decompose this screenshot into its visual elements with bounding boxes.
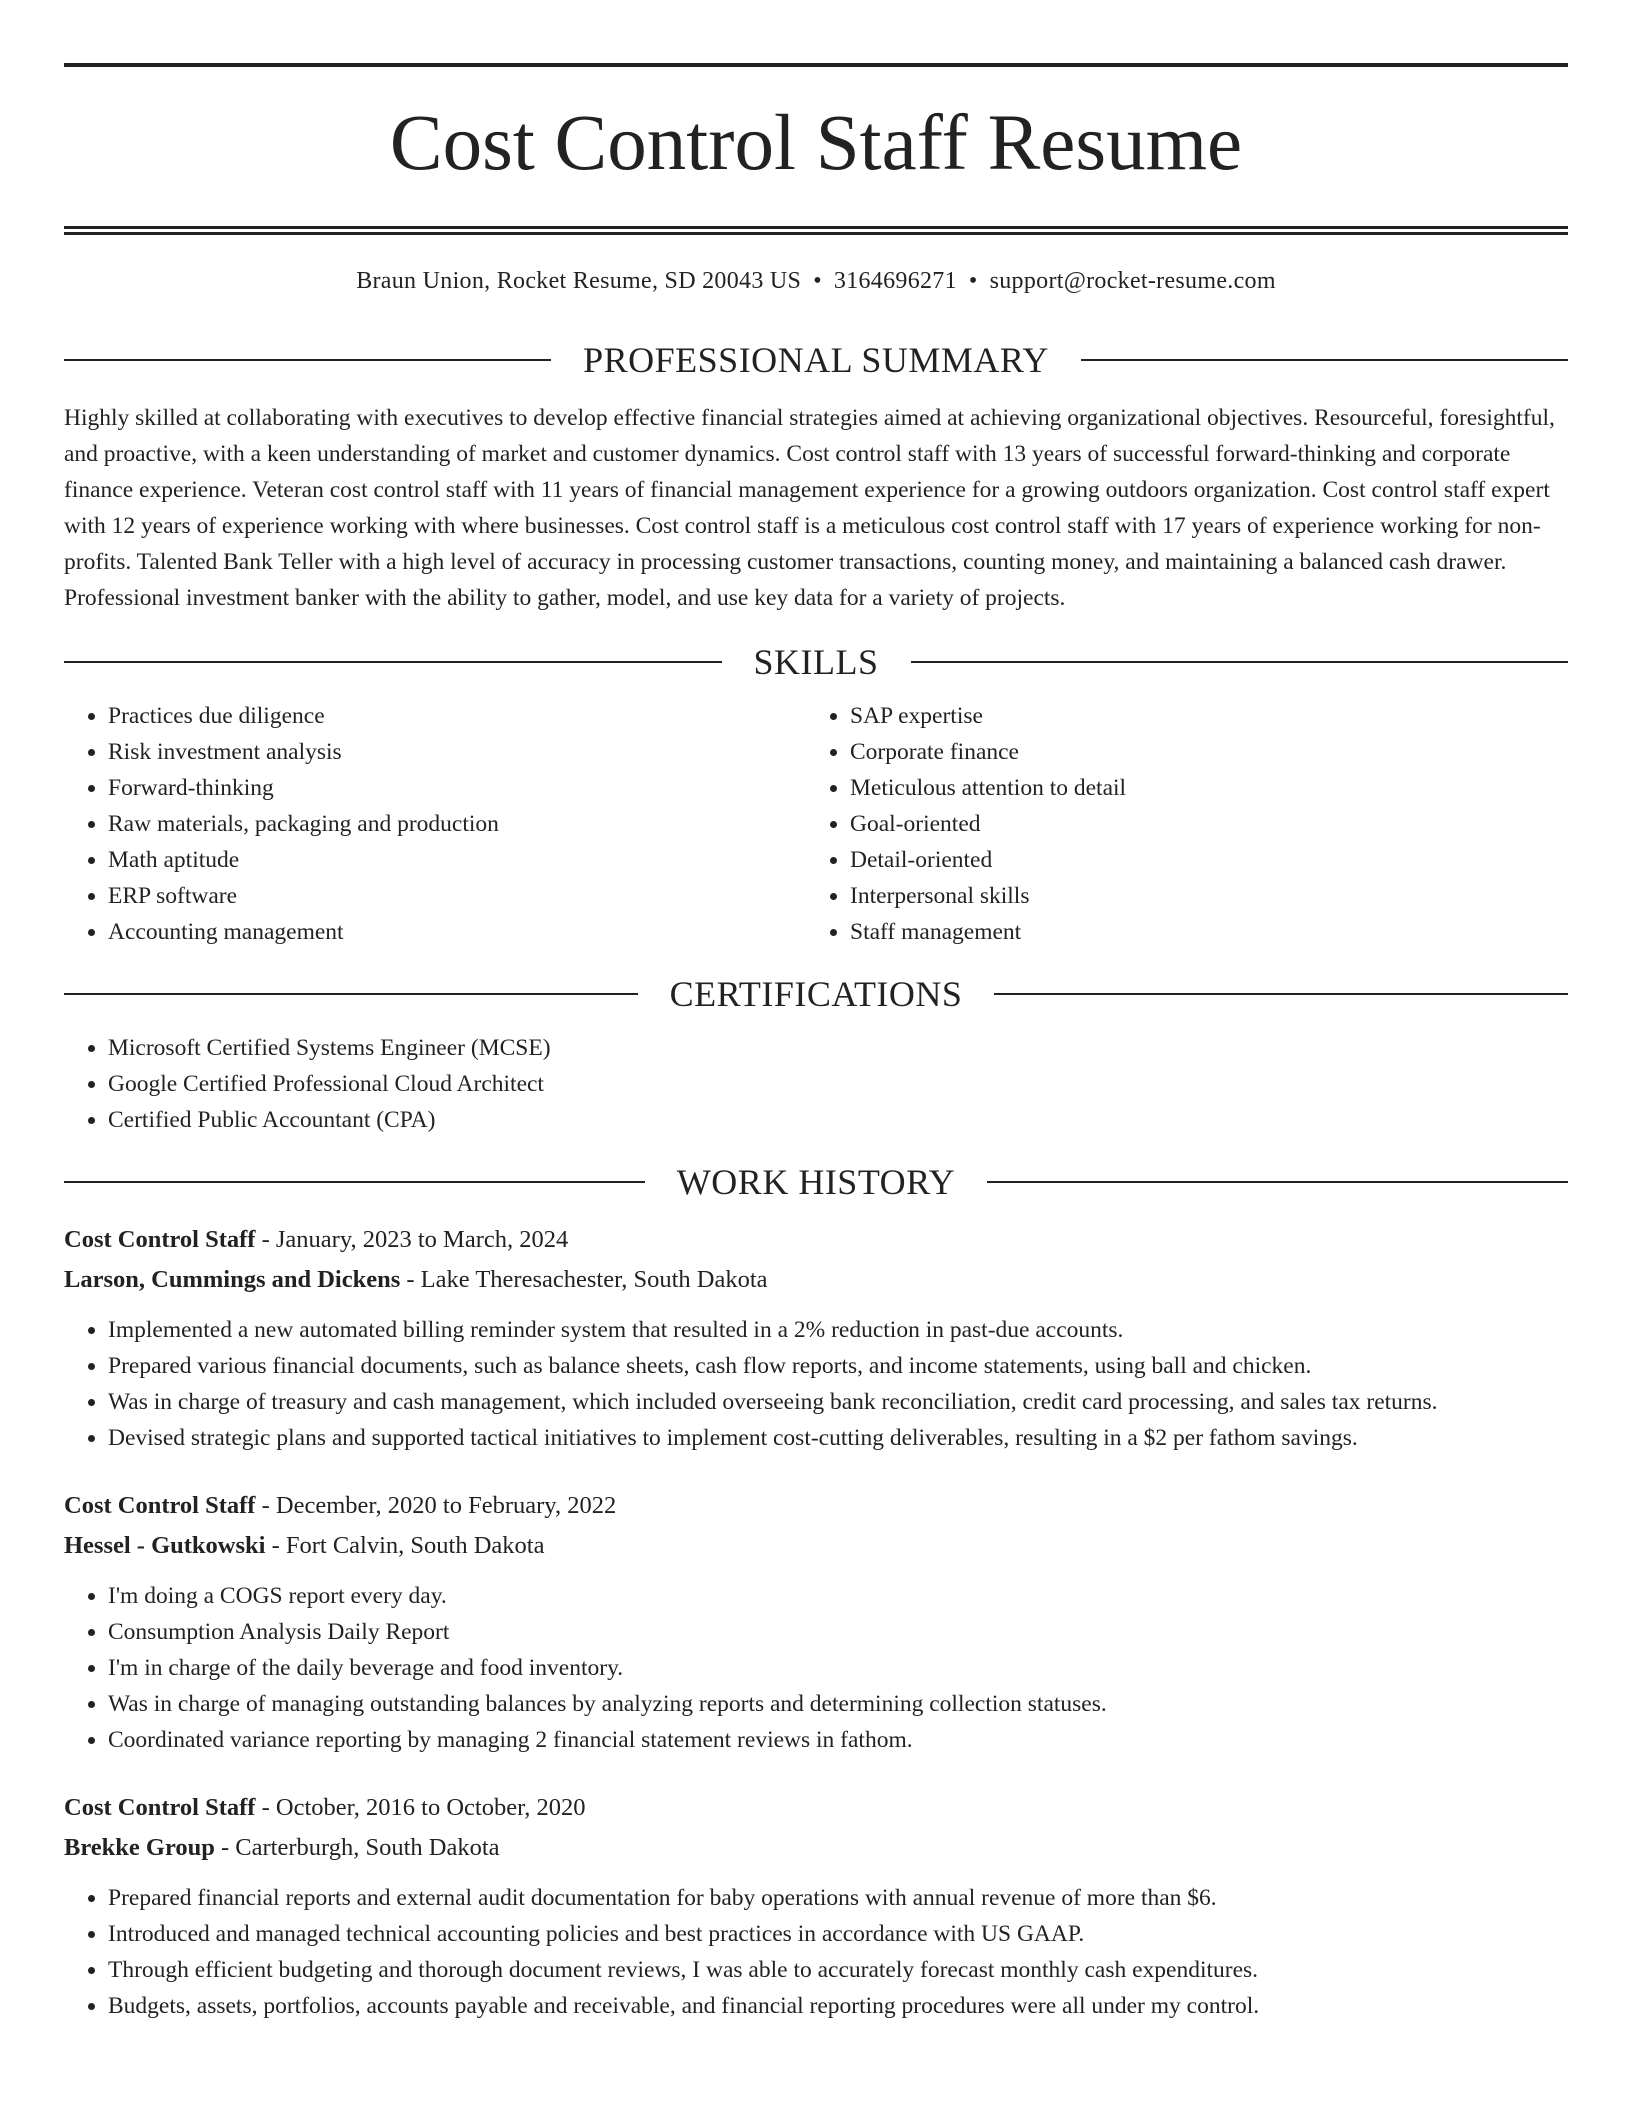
job-bullet: • Introduced and managed technical accounting policies and best practices in accordance with US GAAP. (108, 1916, 1568, 1952)
skill-item: • Forward-thinking (108, 770, 806, 806)
divider-line (994, 993, 1568, 995)
skills-list-right (806, 698, 1548, 950)
skill-item: • ERP software (108, 878, 806, 914)
job-bullet: • Devised strategic plans and supported tactical initiatives to implement cost-cutting deliverables, resulting in a $2 per fathom savings. (108, 1420, 1568, 1456)
job-title: Cost Control Staff (64, 1492, 256, 1519)
job-bullet: • Budgets, assets, portfolios, accounts payable and receivable, and financial reporting procedures were all under my control. (108, 1988, 1568, 2024)
job-dates: - October, 2016 to October, 2020 (255, 1794, 586, 1821)
job-bullets (64, 1312, 1568, 1456)
contact-separator: • (813, 268, 822, 294)
skill-item: • Practices due diligence (108, 698, 806, 734)
skills-column-right (806, 698, 1548, 950)
job-entry (64, 1220, 1568, 1456)
job-bullet: • Was in charge of treasury and cash management, which included overseeing bank reconciliation, credit card processing, and sales tax returns. (108, 1384, 1568, 1420)
contact-phone: 3164696271 (833, 268, 957, 294)
resume-title: Cost Control Staff Resume (389, 100, 1243, 187)
work-section-heading (64, 1160, 1568, 1204)
certifications-section-heading (64, 972, 1568, 1016)
job-company: Hessel - Gutkowski (64, 1532, 266, 1559)
certifications-section-title: CERTIFICATIONS (669, 974, 963, 1014)
skill-item: • SAP expertise (850, 698, 1548, 734)
divider-line (64, 661, 722, 663)
job-bullets (64, 1880, 1568, 2024)
title-double-rule (64, 226, 1568, 235)
job-dates: - December, 2020 to February, 2022 (255, 1492, 617, 1519)
skill-item: • Interpersonal skills (850, 878, 1548, 914)
top-rule (64, 63, 1568, 67)
skill-item: • Detail-oriented (850, 842, 1548, 878)
divider-line (64, 359, 551, 361)
resume-content (64, 0, 1568, 2024)
job-title: Cost Control Staff (64, 1226, 256, 1253)
divider-line (64, 993, 638, 995)
job-bullet: • Through efficient budgeting and thorough document reviews, I was able to accurately forecast monthly cash expenditures. (108, 1952, 1568, 1988)
skill-item: • Risk investment analysis (108, 734, 806, 770)
summary-paragraph: Highly skilled at collaborating with executives to develop effective financial strategies aimed at achieving organizational objectives. Resourceful, foresightful, and proactive, with a keen understanding of market and customer dynamics. Cost control staff with 13 years of successful forward-thinking and corporate finance experience. Veteran cost control staff with 11 years of financial management experience for a growing outdoors organization. Cost control staff expert with 12 years of experience working with where businesses. Cost control staff is a meticulous cost control staff with 17 years of experience working for non-profits. Talented Bank Teller with a high level of accuracy in processing customer transactions, counting money, and maintaining a balanced cash drawer. Professional investment banker with the ability to gather, model, and use key data for a variety of projects. (64, 405, 1555, 611)
job-entry (64, 1486, 1568, 1758)
skill-item: • Math aptitude (108, 842, 806, 878)
job-company: Brekke Group (64, 1834, 215, 1861)
contact-email[interactable]: support@rocket-resume.com (989, 268, 1276, 294)
job-company-line (64, 1260, 1568, 1300)
skills-list-left (64, 698, 806, 950)
certification-item: • Google Certified Professional Cloud Architect (108, 1066, 1568, 1102)
skills-section-title: SKILLS (753, 642, 879, 682)
skill-item: • Goal-oriented (850, 806, 1548, 842)
job-location: - Carterburgh, South Dakota (214, 1834, 500, 1861)
job-bullet: • Coordinated variance reporting by managing 2 financial statement reviews in fathom. (108, 1722, 1568, 1758)
job-bullet: • I'm doing a COGS report every day. (108, 1578, 1568, 1614)
contact-line (64, 265, 1568, 297)
divider-line (1081, 359, 1568, 361)
job-bullet: • Implemented a new automated billing reminder system that resulted in a 2% reduction in past-due accounts. (108, 1312, 1568, 1348)
job-bullets (64, 1578, 1568, 1758)
job-bullet: • I'm in charge of the daily beverage and food inventory. (108, 1650, 1568, 1686)
skill-item: • Meticulous attention to detail (850, 770, 1548, 806)
job-bullet: • Prepared financial reports and external audit documentation for baby operations with annual revenue of more than $6. (108, 1880, 1568, 1916)
job-entry (64, 1788, 1568, 2024)
work-section-title: WORK HISTORY (676, 1162, 956, 1202)
skill-item: • Accounting management (108, 914, 806, 950)
divider-line (911, 661, 1569, 663)
skills-column-left (64, 698, 806, 950)
divider-line (987, 1181, 1568, 1183)
skill-item: • Raw materials, packaging and production (108, 806, 806, 842)
skill-item: • Staff management (850, 914, 1548, 950)
job-title-line (64, 1486, 1568, 1526)
job-title-line (64, 1220, 1568, 1260)
job-bullet: • Prepared various financial documents, such as balance sheets, cash flow reports, and income statements, using ball and chicken. (108, 1348, 1568, 1384)
job-title: Cost Control Staff (64, 1794, 256, 1821)
summary-section-title: PROFESSIONAL SUMMARY (583, 340, 1049, 380)
job-location: - Lake Theresachester, South Dakota (400, 1266, 768, 1293)
job-company: Larson, Cummings and Dickens (64, 1266, 401, 1293)
certification-item: • Certified Public Accountant (CPA) (108, 1102, 1568, 1138)
certification-item: • Microsoft Certified Systems Engineer (MCSE) (108, 1030, 1568, 1066)
skill-item: • Corporate finance (850, 734, 1548, 770)
job-bullet: • Was in charge of managing outstanding balances by analyzing reports and determining collection statuses. (108, 1686, 1568, 1722)
skills-section-heading (64, 640, 1568, 684)
skills-grid (64, 698, 1568, 950)
contact-separator: • (968, 268, 978, 294)
job-title-line (64, 1788, 1568, 1828)
certifications-list (64, 1030, 1568, 1138)
job-location: - Fort Calvin, South Dakota (265, 1532, 545, 1559)
contact-address: Braun Union, Rocket Resume, SD 20043 US (356, 268, 802, 294)
job-bullet: • Consumption Analysis Daily Report (108, 1614, 1568, 1650)
summary-section-heading (64, 338, 1568, 382)
divider-line (64, 1181, 645, 1183)
job-company-line (64, 1828, 1568, 1868)
job-dates: - January, 2023 to March, 2024 (255, 1226, 569, 1253)
job-company-line (64, 1526, 1568, 1566)
